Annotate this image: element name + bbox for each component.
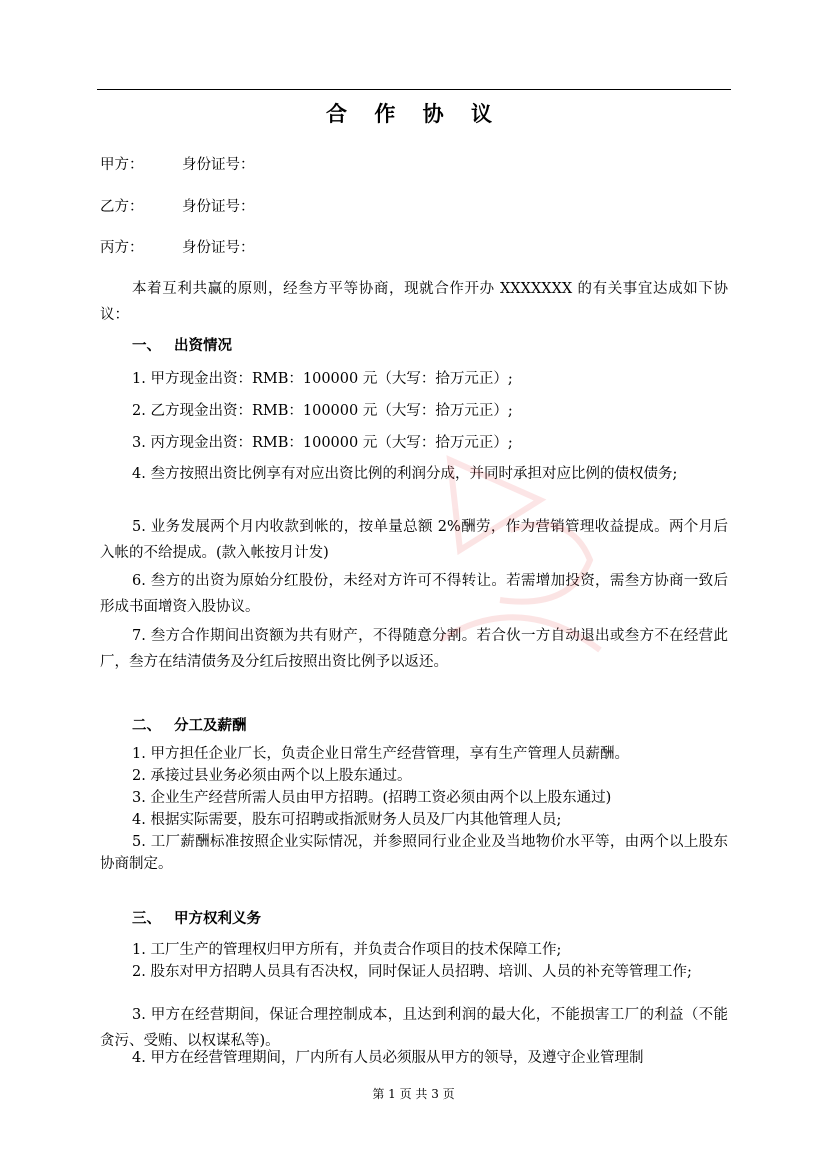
- section-number: 一、: [132, 338, 161, 354]
- header-rule: [97, 89, 731, 90]
- document-title: 合 作 协 议: [326, 102, 502, 126]
- section-heading-investment: [132, 334, 232, 355]
- list-item: 7. 叁方合作期间出资额为共有财产，不得随意分割。若合伙一方自动退出或叁方不在经营此厂，叁方在结清债务及分红后按照出资比例予以返还。: [100, 628, 728, 670]
- section-heading-division: [132, 714, 247, 735]
- list-item: 1. 甲方担任企业厂长，负责企业日常生产经营管理，享有生产管理人员薪酬。: [132, 746, 629, 762]
- section-heading-party-a-rights: [132, 907, 261, 928]
- list-item: 2. 承接过县业务必须由两个以上股东通过。: [132, 768, 412, 784]
- party-c-id-label: 身份证号：: [182, 240, 255, 256]
- party-b-id-label: 身份证号：: [182, 199, 255, 215]
- party-c-label: 丙方：: [100, 240, 144, 256]
- section-title: 出资情况: [174, 338, 232, 354]
- section-number: 三、: [132, 911, 161, 927]
- list-item: 2. 乙方现金出资：RMB：100000 元（大写：拾万元正）;: [132, 403, 513, 419]
- list-item: 3. 丙方现金出资：RMB：100000 元（大写：拾万元正）;: [132, 435, 513, 451]
- party-b-label: 乙方：: [100, 199, 144, 215]
- list-item: 3. 甲方在经营期间，保证合理控制成本，且达到利润的最大化，不能损害工厂的利益（不能贪污、受贿、以权谋私等)。: [100, 1007, 728, 1049]
- list-item: 5. 业务发展两个月内收款到帐的，按单量总额 2%酬劳，作为营销管理收益提成。两个月后入帐的不给提成。(款入帐按月计发): [100, 519, 728, 561]
- list-item: 4. 甲方在经营管理期间，厂内所有人员必须服从甲方的领导，及遵守企业管理制: [132, 1050, 644, 1066]
- list-item: 1. 工厂生产的管理权归甲方所有，并负责合作项目的技术保障工作;: [132, 942, 562, 958]
- list-item: 6. 叁方的出资为原始分红股份，未经对方许可不得转让。若需增加投资，需叁方协商一致后形成书面增资入股协议。: [100, 573, 728, 615]
- section-title: 甲方权利义务: [174, 911, 261, 927]
- list-item: 4. 叁方按照出资比例享有对应出资比例的利润分成，并同时承担对应比例的债权债务;: [132, 466, 678, 482]
- page-footer: 第 1 页 共 3 页: [372, 1087, 455, 1101]
- list-item: 3. 企业生产经营所需人员由甲方招聘。(招聘工资必须由两个以上股东通过): [132, 790, 612, 806]
- list-item: 2. 股东对甲方招聘人员具有否决权，同时保证人员招聘、培训、人员的补充等管理工作;: [132, 964, 692, 980]
- section-title: 分工及薪酬: [174, 718, 247, 734]
- list-item: 5. 工厂薪酬标准按照企业实际情况，并参照同行业企业及当地物价水平等，由两个以上股东协商制定。: [100, 834, 728, 872]
- party-a-label: 甲方：: [100, 157, 144, 173]
- party-a-id-label: 身份证号：: [182, 157, 255, 173]
- intro-paragraph: 本着互利共赢的原则，经叁方平等协商，现就合作开办 XXXXXXX 的有关事宜达成如下协议：: [100, 281, 728, 323]
- list-item: 4. 根据实际需要，股东可招聘或指派财务人员及厂内其他管理人员;: [132, 812, 562, 828]
- list-item: 1. 甲方现金出资：RMB：100000 元（大写：拾万元正）;: [132, 371, 513, 387]
- section-number: 二、: [132, 718, 161, 734]
